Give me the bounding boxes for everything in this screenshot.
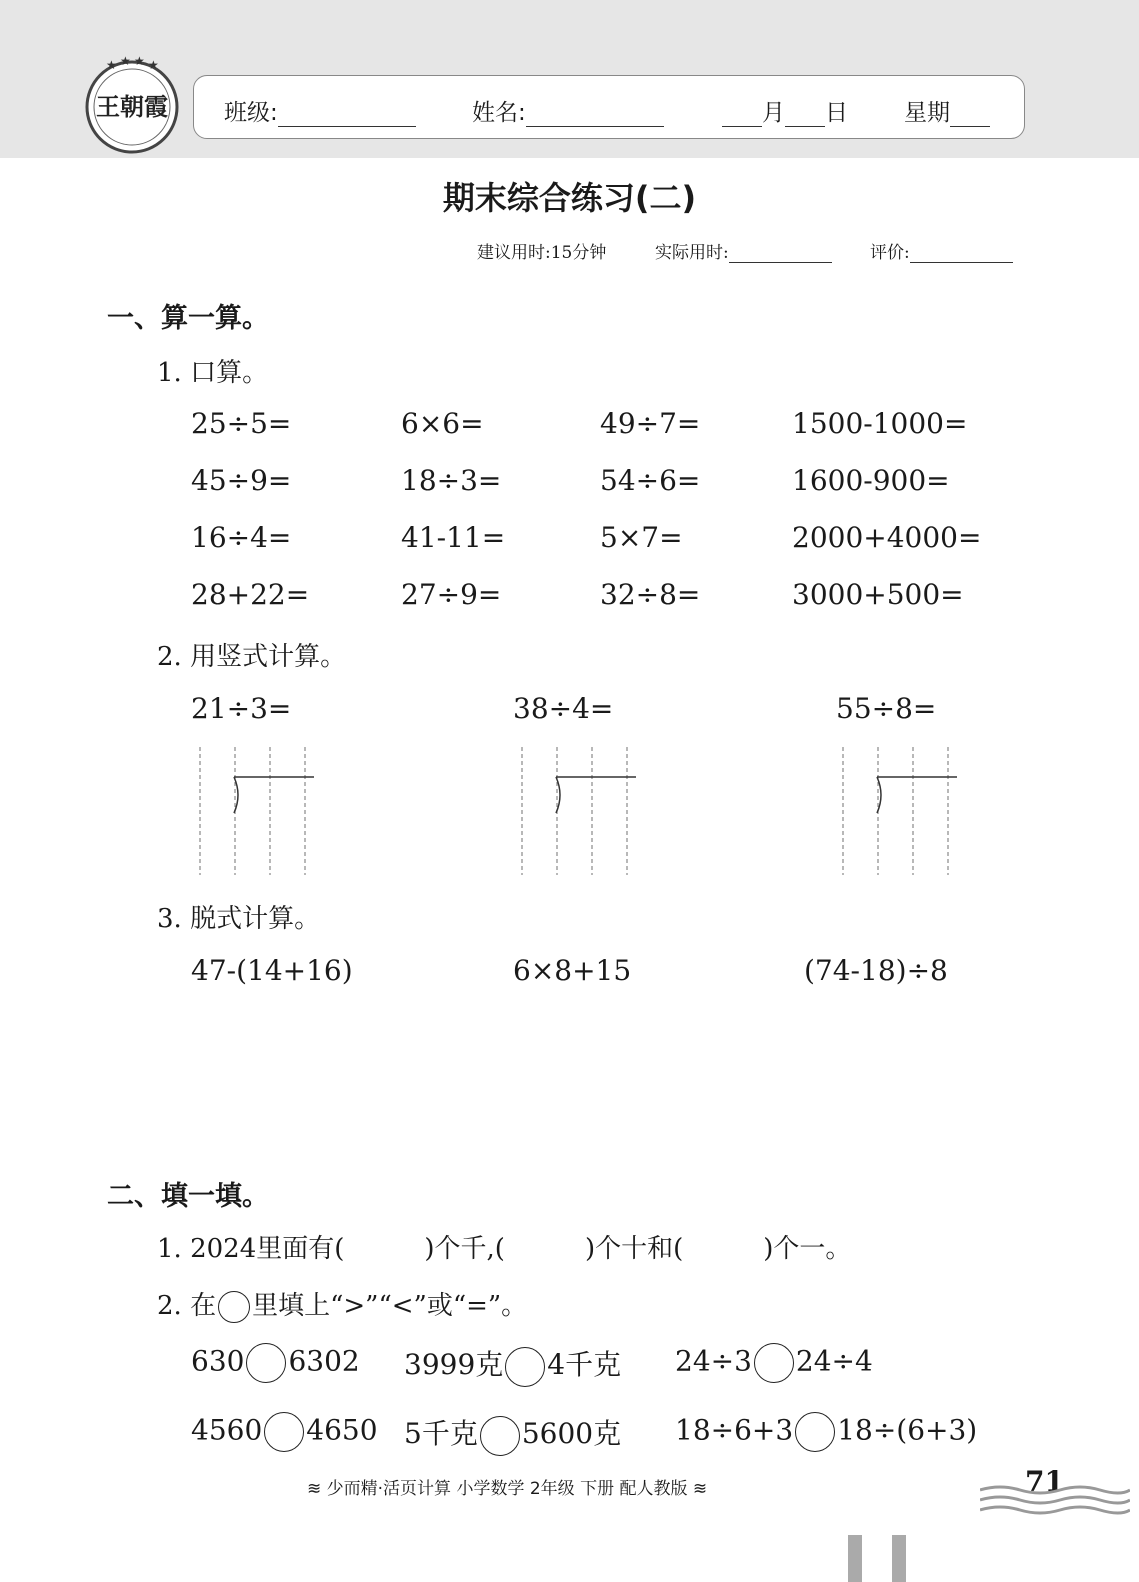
step-calc-item: 6×8+15 (513, 954, 632, 987)
day-label: 日 (825, 100, 848, 126)
logo-text: 王朝霞 (96, 92, 168, 121)
mental-math-item: 25÷5= (191, 407, 292, 440)
actual-time-field[interactable] (655, 238, 832, 263)
long-division-grid[interactable] (192, 747, 322, 877)
mental-math-item: 45÷9= (191, 464, 292, 497)
date-field[interactable] (722, 94, 848, 127)
step-calc-item: 47-(14+16) (191, 954, 353, 987)
student-info-box (193, 75, 1025, 139)
step-calc-item: (74-18)÷8 (804, 954, 948, 987)
compare-item: 24÷3 24÷4 (675, 1343, 873, 1383)
compare-circle[interactable] (264, 1412, 304, 1452)
place-value-question (157, 1228, 851, 1265)
class-field[interactable] (224, 94, 416, 127)
vertical-calc-item: 55÷8= (836, 692, 937, 725)
compare-circle[interactable] (795, 1412, 835, 1452)
q3-label: 3. 脱式计算。 (157, 904, 321, 934)
svg-text:★: ★ (148, 58, 159, 72)
mental-math-item: 54÷6= (600, 464, 701, 497)
svg-text:★: ★ (134, 55, 145, 68)
q1-label: 1. 口算。 (157, 358, 269, 388)
wave-decoration-icon (980, 1482, 1130, 1518)
compare-circle[interactable] (480, 1416, 520, 1456)
mental-math-item: 2000+4000= (792, 521, 982, 554)
rating-field[interactable] (870, 238, 1013, 263)
mental-math-item: 28+22= (191, 578, 310, 611)
svg-text:★: ★ (106, 58, 117, 72)
mental-math-item: 27÷9= (401, 578, 502, 611)
long-division-grid[interactable] (835, 747, 965, 877)
page-title: 期末综合练习(二) (442, 179, 697, 217)
q1-suffix: )个一。 (763, 1234, 852, 1264)
compare-question (157, 1285, 527, 1323)
compare-item: 630 6302 (191, 1343, 360, 1383)
q2-suffix: 里填上“>”“<”或“=”。 (252, 1291, 528, 1321)
mental-math-item: 18÷3= (401, 464, 502, 497)
compare-circle[interactable] (754, 1343, 794, 1383)
circle-icon (218, 1291, 250, 1323)
footer-text: ≋ 少而精·活页计算 小学数学 2年级 下册 配人教版 ≋ (307, 1479, 708, 1499)
section1-heading: 一、算一算。 (107, 303, 269, 334)
rating-label: 评价: (870, 243, 910, 263)
q2-prefix: 2. 在 (157, 1291, 217, 1321)
binding-mark (892, 1535, 906, 1582)
month-label: 月 (762, 100, 785, 126)
mental-math-item: 41-11= (401, 521, 506, 554)
name-field[interactable] (472, 94, 664, 127)
weekday-field[interactable] (904, 94, 990, 127)
vertical-calc-item: 38÷4= (513, 692, 614, 725)
mental-math-item: 1600-900= (792, 464, 950, 497)
weekday-label: 星期 (904, 100, 950, 126)
q1-mid1: )个千,( (424, 1234, 505, 1264)
long-division-grid[interactable] (514, 747, 644, 877)
suggested-time: 建议用时:15分钟 (477, 243, 607, 263)
q2-label: 2. 用竖式计算。 (157, 642, 347, 672)
compare-item: 5千克 5600克 (404, 1412, 621, 1456)
name-label: 姓名: (472, 100, 526, 126)
compare-circle[interactable] (505, 1347, 545, 1387)
mental-math-item: 49÷7= (600, 407, 701, 440)
section2-heading: 二、填一填。 (107, 1181, 269, 1212)
brand-logo (82, 55, 182, 155)
q1-prefix: 1. 2024里面有( (157, 1234, 345, 1264)
mental-math-item: 1500-1000= (792, 407, 968, 440)
mental-math-item: 32÷8= (600, 578, 701, 611)
vertical-calc-item: 21÷3= (191, 692, 292, 725)
compare-item: 18÷6+3 18÷(6+3) (675, 1412, 977, 1452)
mental-math-item: 6×6= (401, 407, 484, 440)
binding-mark (848, 1535, 862, 1582)
mental-math-item: 3000+500= (792, 578, 964, 611)
compare-item: 4560 4650 (191, 1412, 378, 1452)
compare-circle[interactable] (246, 1343, 286, 1383)
actual-time-label: 实际用时: (655, 243, 729, 263)
class-label: 班级: (224, 100, 278, 126)
mental-math-item: 16÷4= (191, 521, 292, 554)
compare-item: 3999克 4千克 (404, 1343, 621, 1387)
mental-math-item: 5×7= (600, 521, 683, 554)
svg-text:★: ★ (120, 55, 131, 68)
q1-mid2: )个十和( (584, 1234, 684, 1264)
page-number: 71 (1025, 1465, 1064, 1498)
